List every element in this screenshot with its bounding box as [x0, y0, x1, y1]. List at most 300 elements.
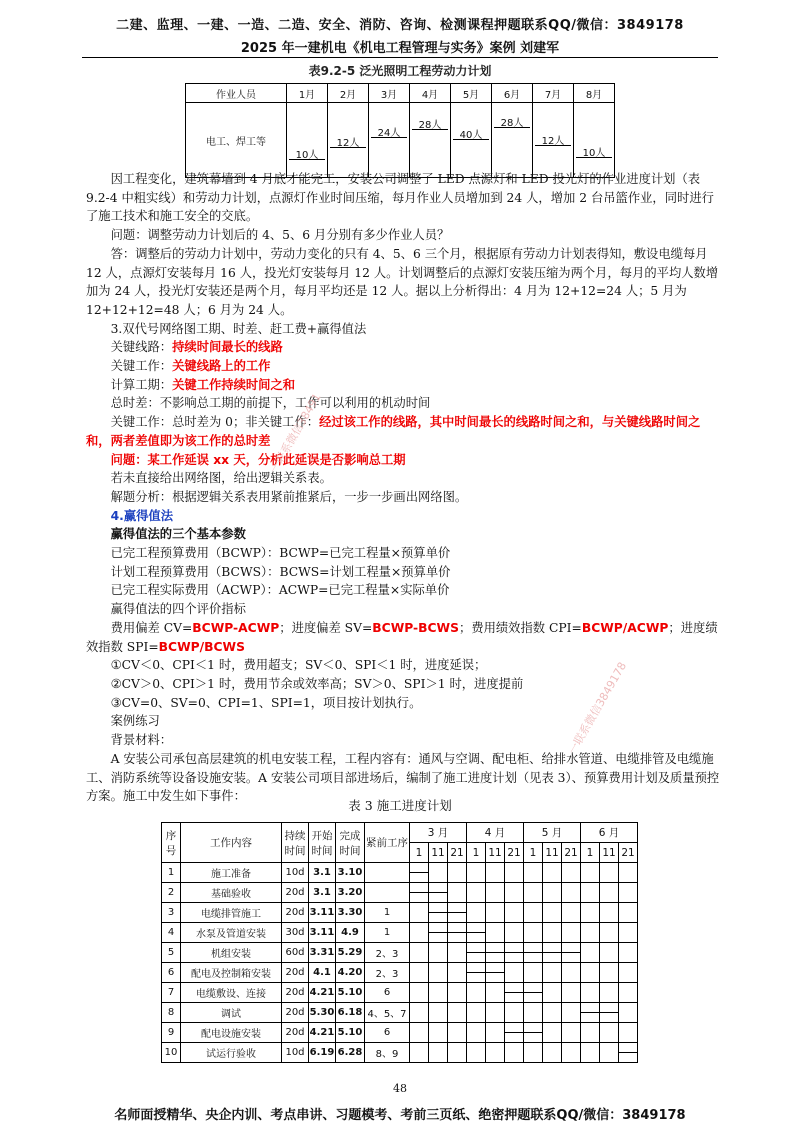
month-header: 3 月: [410, 823, 467, 843]
gantt-cell: [562, 1043, 581, 1063]
cell-duration: 20d: [282, 1023, 309, 1043]
cell-duration: 20d: [282, 883, 309, 903]
gantt-cell: [543, 943, 562, 963]
rule-1: ①CV＜0、CPI＜1 时，费用超支；SV＜0、SPI＜1 时，进度延误；: [110, 658, 487, 673]
cell-no: 4: [162, 923, 181, 943]
gantt-cell: [562, 863, 581, 883]
cell-pred: 4、5、7: [365, 1003, 410, 1023]
gantt-cell: [429, 903, 448, 923]
gantt-cell: [429, 923, 448, 943]
gantt-cell: [562, 963, 581, 983]
gantt-cell: [524, 963, 543, 983]
header-divider: [82, 57, 718, 58]
labor-cell: [451, 103, 492, 178]
cell-pred: 6: [365, 983, 410, 1003]
cell-content: 机组安装: [181, 943, 282, 963]
labor-row-label: 电工、焊工等: [186, 103, 287, 178]
gantt-cell: [448, 923, 467, 943]
labor-month-header: 7月: [533, 84, 574, 103]
header-pred: 紧前工序: [365, 823, 410, 863]
gantt-cell: [486, 983, 505, 1003]
gantt-cell: [486, 1003, 505, 1023]
schedule-row: [162, 963, 638, 983]
day-header: 1: [524, 843, 543, 863]
watermark: 一联系微信38491: [267, 391, 324, 476]
cell-start: 6.19: [309, 1043, 336, 1063]
cell-content: 基础验收: [181, 883, 282, 903]
cell-no: 10: [162, 1043, 181, 1063]
cell-duration: 20d: [282, 903, 309, 923]
gantt-cell: [467, 1023, 486, 1043]
gantt-cell: [467, 983, 486, 1003]
cell-no: 1: [162, 863, 181, 883]
gantt-cell: [505, 923, 524, 943]
cell-finish: 5.10: [336, 1023, 365, 1043]
gantt-cell: [619, 923, 638, 943]
paragraph: A 安装公司承包高层建筑的机电安装工程，工程内容有：通风与空调、配电柜、给排水管道、电缆排管及电缆施工、消防系统等设备设施安装。A 安装公司项目部进场后，编制了施工进度计划（见表 3）、预算费用计划及质量预控方案。施工中发生如下事件：: [86, 751, 720, 804]
gantt-cell: [448, 1023, 467, 1043]
definition-critical-work: [86, 357, 720, 376]
cell-content: 配电及控制箱安装: [181, 963, 282, 983]
cell-duration: 10d: [282, 863, 309, 883]
gantt-cell: [524, 923, 543, 943]
gantt-cell: [562, 923, 581, 943]
text: ；进度绩效指数 SPI=: [86, 620, 718, 654]
gantt-cell: [600, 983, 619, 1003]
gantt-cell: [581, 923, 600, 943]
day-header: 1: [581, 843, 600, 863]
gantt-cell: [448, 943, 467, 963]
highlight: 经过该工作的线路，其中时间最长的线路时间之和，与关键线路时间之和，两者差值即为该工作的总时差: [86, 415, 701, 448]
day-header: 1: [467, 843, 486, 863]
highlight: 关键工作持续时间之和: [172, 377, 296, 392]
gantt-cell: [543, 903, 562, 923]
labor-value: 10人: [295, 150, 319, 161]
day-header: 11: [600, 843, 619, 863]
gantt-cell: [619, 1043, 638, 1063]
day-header: 21: [448, 843, 467, 863]
labor-cell: [287, 103, 328, 178]
cell-finish: 5.10: [336, 983, 365, 1003]
cell-no: 3: [162, 903, 181, 923]
schedule-row: [162, 1003, 638, 1023]
highlight: BCWP-BCWS: [372, 620, 459, 635]
gantt-cell: [543, 963, 562, 983]
labor-bar: [371, 128, 407, 139]
labor-bar: [576, 148, 612, 159]
gantt-cell: [581, 1043, 600, 1063]
cell-start: 5.30: [309, 1003, 336, 1023]
formula-acwp: 已完工程实际费用（ACWP）：ACWP=已完工程量×实际单价: [110, 583, 450, 598]
schedule-row: [162, 1023, 638, 1043]
gantt-cell: [505, 943, 524, 963]
gantt-cell: [619, 1023, 638, 1043]
gantt-cell: [524, 863, 543, 883]
page-number: 48: [393, 1082, 407, 1095]
gantt-cell: [524, 883, 543, 903]
cell-no: 6: [162, 963, 181, 983]
labor-bar: [289, 150, 325, 161]
gantt-cell: [486, 963, 505, 983]
cell-finish: 4.9: [336, 923, 365, 943]
schedule-row: [162, 883, 638, 903]
subheading: 背景材料：: [110, 733, 173, 748]
gantt-cell: [619, 903, 638, 923]
gantt-cell: [600, 923, 619, 943]
subheading: 赢得值法的三个基本参数: [110, 527, 246, 542]
labor-bar: [412, 120, 448, 131]
schedule-row: [162, 863, 638, 883]
cell-pred: 1: [365, 923, 410, 943]
cell-duration: 20d: [282, 1003, 309, 1023]
gantt-cell: [619, 963, 638, 983]
gantt-cell: [505, 983, 524, 1003]
schedule-caption: 表 3 施工进度计划: [348, 798, 452, 813]
gantt-cell: [467, 963, 486, 983]
gantt-cell: [619, 943, 638, 963]
header-contact-line: 二建、监理、一建、一造、二造、安全、消防、咨询、检测课程押题联系QQ/微信：3849178: [116, 18, 684, 33]
formula-bcwp: 已完工程预算费用（BCWP）：BCWP=已完工程量×预算单价: [110, 546, 451, 561]
gantt-cell: [524, 943, 543, 963]
gantt-cell: [429, 983, 448, 1003]
labor-bar: [535, 136, 571, 147]
definition-float-calc: [86, 413, 720, 450]
gantt-cell: [467, 1003, 486, 1023]
gantt-cell: [505, 1003, 524, 1023]
gantt-cell: [410, 983, 429, 1003]
cell-finish: 5.29: [336, 943, 365, 963]
schedule-row: [162, 903, 638, 923]
month-header: 6 月: [581, 823, 638, 843]
labor-month-header: 3月: [369, 84, 410, 103]
text: 费用偏差 CV=: [110, 620, 193, 635]
labor-plan-table: [185, 83, 615, 178]
gantt-cell: [619, 983, 638, 1003]
gantt-cell: [505, 1023, 524, 1043]
day-header: 21: [619, 843, 638, 863]
formula-indices: [86, 619, 720, 656]
gantt-bar: [619, 1052, 638, 1053]
gantt-cell: [543, 863, 562, 883]
cell-pred: 2、3: [365, 963, 410, 983]
gantt-cell: [410, 863, 429, 883]
cell-content: 电缆敷设、连接: [181, 983, 282, 1003]
gantt-cell: [619, 883, 638, 903]
formula-bcws: 计划工程预算费用（BCWS）：BCWS=计划工程量×预算单价: [110, 564, 451, 579]
gantt-cell: [600, 943, 619, 963]
gantt-cell: [505, 1043, 524, 1063]
gantt-cell: [486, 1023, 505, 1043]
gantt-cell: [429, 1023, 448, 1043]
header-finish: 完成时间: [336, 823, 365, 863]
gantt-bar: [410, 872, 429, 873]
gantt-cell: [543, 1023, 562, 1043]
gantt-cell: [486, 943, 505, 963]
labor-cell: [574, 103, 615, 178]
cell-content: 调试: [181, 1003, 282, 1023]
gantt-cell: [562, 1003, 581, 1023]
rule-3: ③CV=0、SV=0、CPI=1、SPI=1，项目按计划执行。: [110, 695, 422, 710]
gantt-cell: [581, 863, 600, 883]
gantt-cell: [600, 883, 619, 903]
question: 问题：调整劳动力计划后的 4、5、6 月分别有多少作业人员？: [110, 228, 450, 243]
gantt-cell: [410, 1003, 429, 1023]
labor-cell: [369, 103, 410, 178]
gantt-cell: [429, 1003, 448, 1023]
gantt-cell: [619, 1003, 638, 1023]
highlight: BCWP/BCWS: [158, 639, 245, 654]
labor-cell: [410, 103, 451, 178]
gantt-cell: [410, 963, 429, 983]
cell-content: 施工准备: [181, 863, 282, 883]
gantt-cell: [562, 983, 581, 1003]
labor-value: 10人: [582, 148, 606, 159]
gantt-cell: [486, 863, 505, 883]
gantt-cell: [600, 1003, 619, 1023]
header-start: 开始时间: [309, 823, 336, 863]
gantt-cell: [524, 903, 543, 923]
definition-critical-path: [86, 338, 720, 357]
gantt-cell: [562, 883, 581, 903]
cell-duration: 60d: [282, 943, 309, 963]
day-header: 21: [505, 843, 524, 863]
label: 计算工期：: [110, 377, 173, 392]
labor-bar: [330, 138, 366, 149]
gantt-cell: [448, 983, 467, 1003]
cell-pred: 1: [365, 903, 410, 923]
gantt-cell: [581, 983, 600, 1003]
gantt-cell: [410, 923, 429, 943]
cell-duration: 20d: [282, 963, 309, 983]
day-header: 11: [486, 843, 505, 863]
cell-pred: 6: [365, 1023, 410, 1043]
gantt-cell: [505, 903, 524, 923]
gantt-cell: [600, 903, 619, 923]
labor-month-header: 2月: [328, 84, 369, 103]
gantt-cell: [600, 963, 619, 983]
gantt-cell: [467, 1043, 486, 1063]
month-header: 4 月: [467, 823, 524, 843]
gantt-cell: [467, 903, 486, 923]
cell-content: 水泵及管道安装: [181, 923, 282, 943]
gantt-cell: [524, 983, 543, 1003]
day-header: 11: [429, 843, 448, 863]
gantt-cell: [467, 943, 486, 963]
gantt-cell: [467, 883, 486, 903]
question-delay: [86, 451, 720, 470]
cell-pred: 8、9: [365, 1043, 410, 1063]
gantt-cell: [429, 1043, 448, 1063]
gantt-cell: [410, 883, 429, 903]
schedule-row: [162, 983, 638, 1003]
cell-start: 3.1: [309, 883, 336, 903]
gantt-cell: [505, 863, 524, 883]
month-header: 5 月: [524, 823, 581, 843]
paragraph: 若未直接给出网络图，给出逻辑关系表。: [110, 471, 332, 486]
cell-finish: 3.10: [336, 863, 365, 883]
cell-pred: 2、3: [365, 943, 410, 963]
subheading: 案例练习: [110, 714, 160, 729]
labor-cell: [533, 103, 574, 178]
gantt-cell: [562, 943, 581, 963]
cell-no: 8: [162, 1003, 181, 1023]
cell-start: 3.11: [309, 923, 336, 943]
gantt-cell: [429, 883, 448, 903]
gantt-cell: [524, 1023, 543, 1043]
labor-value: 12人: [336, 138, 360, 149]
gantt-cell: [448, 903, 467, 923]
gantt-cell: [581, 963, 600, 983]
gantt-cell: [448, 883, 467, 903]
labor-value: 28人: [500, 118, 524, 129]
gantt-cell: [543, 923, 562, 943]
paragraph: 解题分析：根据逻辑关系表用紧前推紧后，一步一步画出网络图。: [110, 489, 468, 504]
header-content: 工作内容: [181, 823, 282, 863]
gantt-cell: [581, 943, 600, 963]
gantt-cell: [562, 1023, 581, 1043]
footer-contact-line: 名师面授精华、央企内训、考点串讲、习题模考、考前三页纸、绝密押题联系QQ/微信：3849178: [114, 1108, 686, 1123]
labor-value: 40人: [459, 130, 483, 141]
cell-duration: 20d: [282, 983, 309, 1003]
day-header: 11: [543, 843, 562, 863]
gantt-cell: [543, 883, 562, 903]
schedule-row: [162, 923, 638, 943]
cell-duration: 30d: [282, 923, 309, 943]
definition-float: 总时差：不影响总工期的前提下，工作可以利用的机动时间: [110, 396, 431, 411]
header-no: 序号: [162, 823, 181, 863]
labor-bar: [453, 130, 489, 141]
labor-cell: [492, 103, 533, 178]
label: 关键线路：: [110, 340, 173, 355]
gantt-cell: [581, 883, 600, 903]
cell-start: 4.21: [309, 1023, 336, 1043]
gantt-cell: [524, 1043, 543, 1063]
labor-value: 12人: [541, 136, 565, 147]
rule-2: ②CV＞0、CPI＞1 时，费用节余或效率高；SV＞0、SPI＞1 时，进度提前: [110, 676, 524, 691]
subheading: 赢得值法的四个评价指标: [110, 602, 246, 617]
cell-finish: 6.28: [336, 1043, 365, 1063]
gantt-cell: [581, 1023, 600, 1043]
labor-row-header: 作业人员: [186, 84, 287, 103]
gantt-cell: [410, 1023, 429, 1043]
text: ；费用绩效指数 CPI=: [458, 620, 582, 635]
day-header: 1: [410, 843, 429, 863]
gantt-cell: [429, 963, 448, 983]
schedule-row: [162, 943, 638, 963]
header-duration: 持续时间: [282, 823, 309, 863]
gantt-cell: [543, 1043, 562, 1063]
cell-start: 3.31: [309, 943, 336, 963]
labor-month-header: 6月: [492, 84, 533, 103]
gantt-cell: [581, 903, 600, 923]
schedule-table: [161, 822, 638, 1063]
gantt-cell: [448, 1043, 467, 1063]
cell-no: 7: [162, 983, 181, 1003]
cell-content: 试运行验收: [181, 1043, 282, 1063]
gantt-cell: [600, 1023, 619, 1043]
cell-pred: [365, 883, 410, 903]
gantt-cell: [467, 923, 486, 943]
highlight: BCWP/ACWP: [581, 620, 669, 635]
day-header: 21: [562, 843, 581, 863]
labor-month-header: 8月: [574, 84, 615, 103]
cell-finish: 3.30: [336, 903, 365, 923]
cell-duration: 10d: [282, 1043, 309, 1063]
cell-content: 配电设施安装: [181, 1023, 282, 1043]
labor-value: 28人: [418, 120, 442, 131]
section-heading: 3.双代号网络图工期、时差、赶工费+赢得值法: [110, 321, 367, 336]
gantt-cell: [448, 863, 467, 883]
gantt-cell: [562, 903, 581, 923]
highlight: 问题：某工作延误 xx 天，分析此延误是否影响总工期: [110, 452, 406, 467]
watermark: 一联系微信3849178: [565, 659, 630, 757]
label: 关键工作：: [110, 359, 173, 374]
gantt-cell: [524, 1003, 543, 1023]
highlight: BCWP-ACWP: [192, 620, 280, 635]
cell-start: 3.11: [309, 903, 336, 923]
cell-start: 4.1: [309, 963, 336, 983]
gantt-cell: [410, 943, 429, 963]
cell-content: 电缆排管施工: [181, 903, 282, 923]
highlight: 关键线路上的工作: [172, 359, 271, 374]
cell-finish: 3.20: [336, 883, 365, 903]
gantt-cell: [486, 923, 505, 943]
gantt-cell: [410, 1043, 429, 1063]
gantt-cell: [448, 963, 467, 983]
gantt-cell: [600, 863, 619, 883]
body-text: [86, 170, 720, 806]
gantt-cell: [448, 1003, 467, 1023]
cell-no: 5: [162, 943, 181, 963]
label: 关键工作：总时差为 0；非关键工作：: [110, 415, 320, 430]
gantt-cell: [543, 983, 562, 1003]
labor-cell: [328, 103, 369, 178]
schedule-row: [162, 1043, 638, 1063]
cell-no: 2: [162, 883, 181, 903]
gantt-cell: [581, 1003, 600, 1023]
gantt-cell: [486, 1043, 505, 1063]
gantt-cell: [505, 963, 524, 983]
cell-start: 4.21: [309, 983, 336, 1003]
cell-pred: [365, 863, 410, 883]
paragraph: 因工程变化，建筑幕墙到 4 月底才能完工，安装公司调整了 LED 点源灯和 LED 投光灯的作业进度计划（表 9.2-4 中粗实线）和劳动力计划，点源灯作业时间压缩，每月作业人员增加到 24 人，增加 2 台吊篮作业，同时进行了施工技术和施工安全的交底。: [86, 172, 714, 224]
document-title: 2025 年一建机电《机电工程管理与实务》案例 刘建军: [240, 41, 560, 56]
gantt-cell: [486, 883, 505, 903]
definition-duration: [86, 376, 720, 395]
gantt-cell: [486, 903, 505, 923]
labor-bar: [494, 118, 530, 129]
cell-finish: 6.18: [336, 1003, 365, 1023]
gantt-cell: [619, 863, 638, 883]
answer: 答：调整后的劳动力计划中，劳动力变化的只有 4、5、6 三个月，根据原有劳动力计划表得知，敷设电缆每月 12 人，点源灯安装每月 16 人，投光灯安装每月 12 人。计划调整后的点源灯安装压缩为两个月，每月的平均人数增加为 24 人，投光灯安装还是两个月，每月平均还是 12 人。据以上分析得出：4 月为 12+12=24 人；5 月为 12+12+12=48 人；6 月为 24 人。: [86, 246, 719, 317]
labor-month-header: 4月: [410, 84, 451, 103]
gantt-cell: [410, 903, 429, 923]
text: ；进度偏差 SV=: [279, 620, 373, 635]
cell-no: 9: [162, 1023, 181, 1043]
labor-month-header: 1月: [287, 84, 328, 103]
cell-start: 3.1: [309, 863, 336, 883]
gantt-cell: [543, 1003, 562, 1023]
labor-month-header: 5月: [451, 84, 492, 103]
gantt-cell: [429, 863, 448, 883]
gantt-cell: [505, 883, 524, 903]
gantt-cell: [429, 943, 448, 963]
highlight: 持续时间最长的线路: [172, 340, 283, 355]
cell-finish: 4.20: [336, 963, 365, 983]
labor-table-caption: 表9.2-5 泛光照明工程劳动力计划: [308, 64, 492, 78]
section-heading: 4.赢得值法: [110, 508, 174, 523]
gantt-cell: [467, 863, 486, 883]
